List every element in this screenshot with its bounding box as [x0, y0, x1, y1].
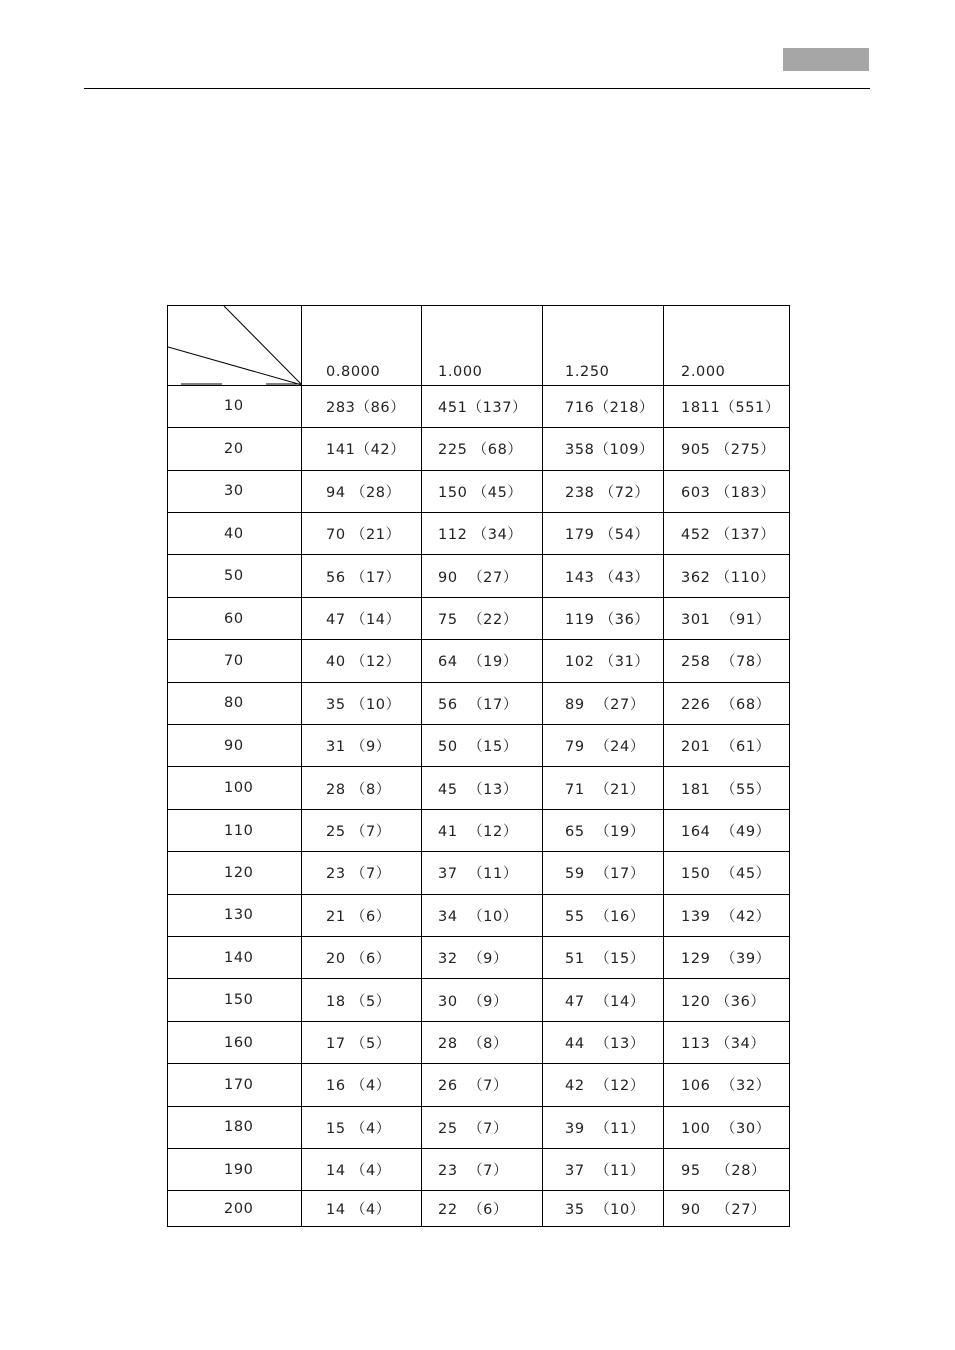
row-label: 10 — [168, 385, 302, 427]
table-row — [168, 385, 790, 427]
table-cell: 90 （27） — [422, 555, 543, 597]
table-cell: 358（109） — [543, 428, 664, 470]
table-row — [168, 470, 790, 512]
table-header-row — [168, 306, 790, 386]
table-cell: 1811（551） — [664, 385, 790, 427]
table-cell: 129 （39） — [664, 937, 790, 979]
table-cell: 47 （14） — [543, 979, 664, 1021]
table-cell: 225 （68） — [422, 428, 543, 470]
table-cell: 23 （7） — [422, 1149, 543, 1191]
table-cell: 35 （10） — [302, 682, 422, 724]
table-cell: 51 （15） — [543, 937, 664, 979]
table-cell: 18 （5） — [302, 979, 422, 1021]
table-cell: 452 （137） — [664, 512, 790, 554]
table-cell: 22 （6） — [422, 1191, 543, 1227]
table-row — [168, 1149, 790, 1191]
table-cell: 30 （9） — [422, 979, 543, 1021]
table-cell: 35 （10） — [543, 1191, 664, 1227]
table-cell: 94 （28） — [302, 470, 422, 512]
table-cell: 28 （8） — [422, 1021, 543, 1063]
table-cell: 100 （30） — [664, 1106, 790, 1148]
table-cell: 50 （15） — [422, 725, 543, 767]
table-cell: 120 （36） — [664, 979, 790, 1021]
table-cell: 112 （34） — [422, 512, 543, 554]
table-row — [168, 512, 790, 554]
row-label: 180 — [168, 1106, 302, 1148]
table-cell: 362 （110） — [664, 555, 790, 597]
table-row — [168, 640, 790, 682]
table-row — [168, 1106, 790, 1148]
table-cell: 113 （34） — [664, 1021, 790, 1063]
header-rule — [84, 88, 870, 89]
row-label: 60 — [168, 597, 302, 639]
row-label: 30 — [168, 470, 302, 512]
row-label: 160 — [168, 1021, 302, 1063]
table-cell: 226 （68） — [664, 682, 790, 724]
table-row — [168, 809, 790, 851]
table-row — [168, 979, 790, 1021]
table-cell: 164 （49） — [664, 809, 790, 851]
table-cell: 139 （42） — [664, 894, 790, 936]
table-cell: 106 （32） — [664, 1064, 790, 1106]
table-row — [168, 1021, 790, 1063]
table-cell: 14 （4） — [302, 1191, 422, 1227]
table-cell: 179 （54） — [543, 512, 664, 554]
row-label: 200 — [168, 1191, 302, 1227]
table-cell: 32 （9） — [422, 937, 543, 979]
table-cell: 71 （21） — [543, 767, 664, 809]
table-cell: 150 （45） — [664, 852, 790, 894]
table-row — [168, 852, 790, 894]
data-table — [167, 305, 790, 1227]
row-label: 80 — [168, 682, 302, 724]
table-cell: 47 （14） — [302, 597, 422, 639]
table-cell: 79 （24） — [543, 725, 664, 767]
table-cell: 301 （91） — [664, 597, 790, 639]
table-cell: 201 （61） — [664, 725, 790, 767]
table-cell: 716（218） — [543, 385, 664, 427]
table-cell: 16 （4） — [302, 1064, 422, 1106]
table-cell: 25 （7） — [422, 1106, 543, 1148]
table-cell: 23 （7） — [302, 852, 422, 894]
table-cell: 56 （17） — [422, 682, 543, 724]
data-table-container — [167, 305, 789, 1227]
table-cell: 25 （7） — [302, 809, 422, 851]
column-header-3: 2.000 — [664, 306, 790, 386]
table-cell: 65 （19） — [543, 809, 664, 851]
table-row — [168, 1064, 790, 1106]
table-row — [168, 937, 790, 979]
row-label: 20 — [168, 428, 302, 470]
row-label: 40 — [168, 512, 302, 554]
table-cell: 45 （13） — [422, 767, 543, 809]
row-label: 190 — [168, 1149, 302, 1191]
corner-diagonal-cell — [168, 306, 302, 386]
row-label: 150 — [168, 979, 302, 1021]
table-cell: 20 （6） — [302, 937, 422, 979]
table-cell: 26 （7） — [422, 1064, 543, 1106]
table-cell: 37 （11） — [543, 1149, 664, 1191]
table-row — [168, 555, 790, 597]
table-cell: 55 （16） — [543, 894, 664, 936]
table-cell: 28 （8） — [302, 767, 422, 809]
table-cell: 21 （6） — [302, 894, 422, 936]
table-cell: 17 （5） — [302, 1021, 422, 1063]
table-cell: 15 （4） — [302, 1106, 422, 1148]
table-cell: 905 （275） — [664, 428, 790, 470]
table-cell: 64 （19） — [422, 640, 543, 682]
row-label: 70 — [168, 640, 302, 682]
row-label: 120 — [168, 852, 302, 894]
table-row — [168, 767, 790, 809]
table-cell: 34 （10） — [422, 894, 543, 936]
row-label: 130 — [168, 894, 302, 936]
table-cell: 56 （17） — [302, 555, 422, 597]
row-label: 90 — [168, 725, 302, 767]
column-header-2: 1.250 — [543, 306, 664, 386]
table-cell: 37 （11） — [422, 852, 543, 894]
row-label: 140 — [168, 937, 302, 979]
table-row — [168, 682, 790, 724]
row-label: 50 — [168, 555, 302, 597]
table-row — [168, 894, 790, 936]
table-cell: 150 （45） — [422, 470, 543, 512]
row-label: 100 — [168, 767, 302, 809]
table-cell: 70 （21） — [302, 512, 422, 554]
table-row — [168, 1191, 790, 1227]
table-cell: 40 （12） — [302, 640, 422, 682]
table-cell: 31 （9） — [302, 725, 422, 767]
header-badge — [783, 48, 869, 71]
table-cell: 14 （4） — [302, 1149, 422, 1191]
table-cell: 90 （27） — [664, 1191, 790, 1227]
table-cell: 59 （17） — [543, 852, 664, 894]
table-cell: 39 （11） — [543, 1106, 664, 1148]
table-cell: 41 （12） — [422, 809, 543, 851]
table-cell: 119 （36） — [543, 597, 664, 639]
table-cell: 42 （12） — [543, 1064, 664, 1106]
table-cell: 181 （55） — [664, 767, 790, 809]
table-cell: 283（86） — [302, 385, 422, 427]
table-cell: 238 （72） — [543, 470, 664, 512]
table-cell: 44 （13） — [543, 1021, 664, 1063]
table-cell: 451（137） — [422, 385, 543, 427]
table-cell: 141（42） — [302, 428, 422, 470]
table-cell: 75 （22） — [422, 597, 543, 639]
diagonal-lines — [168, 306, 302, 385]
table-row — [168, 597, 790, 639]
table-row — [168, 428, 790, 470]
table-cell: 143 （43） — [543, 555, 664, 597]
table-cell: 89 （27） — [543, 682, 664, 724]
table-cell: 102 （31） — [543, 640, 664, 682]
column-header-1: 1.000 — [422, 306, 543, 386]
row-label: 110 — [168, 809, 302, 851]
table-cell: 95 （28） — [664, 1149, 790, 1191]
table-cell: 258 （78） — [664, 640, 790, 682]
table-cell: 603 （183） — [664, 470, 790, 512]
column-header-0: 0.8000 — [302, 306, 422, 386]
table-row — [168, 725, 790, 767]
row-label: 170 — [168, 1064, 302, 1106]
